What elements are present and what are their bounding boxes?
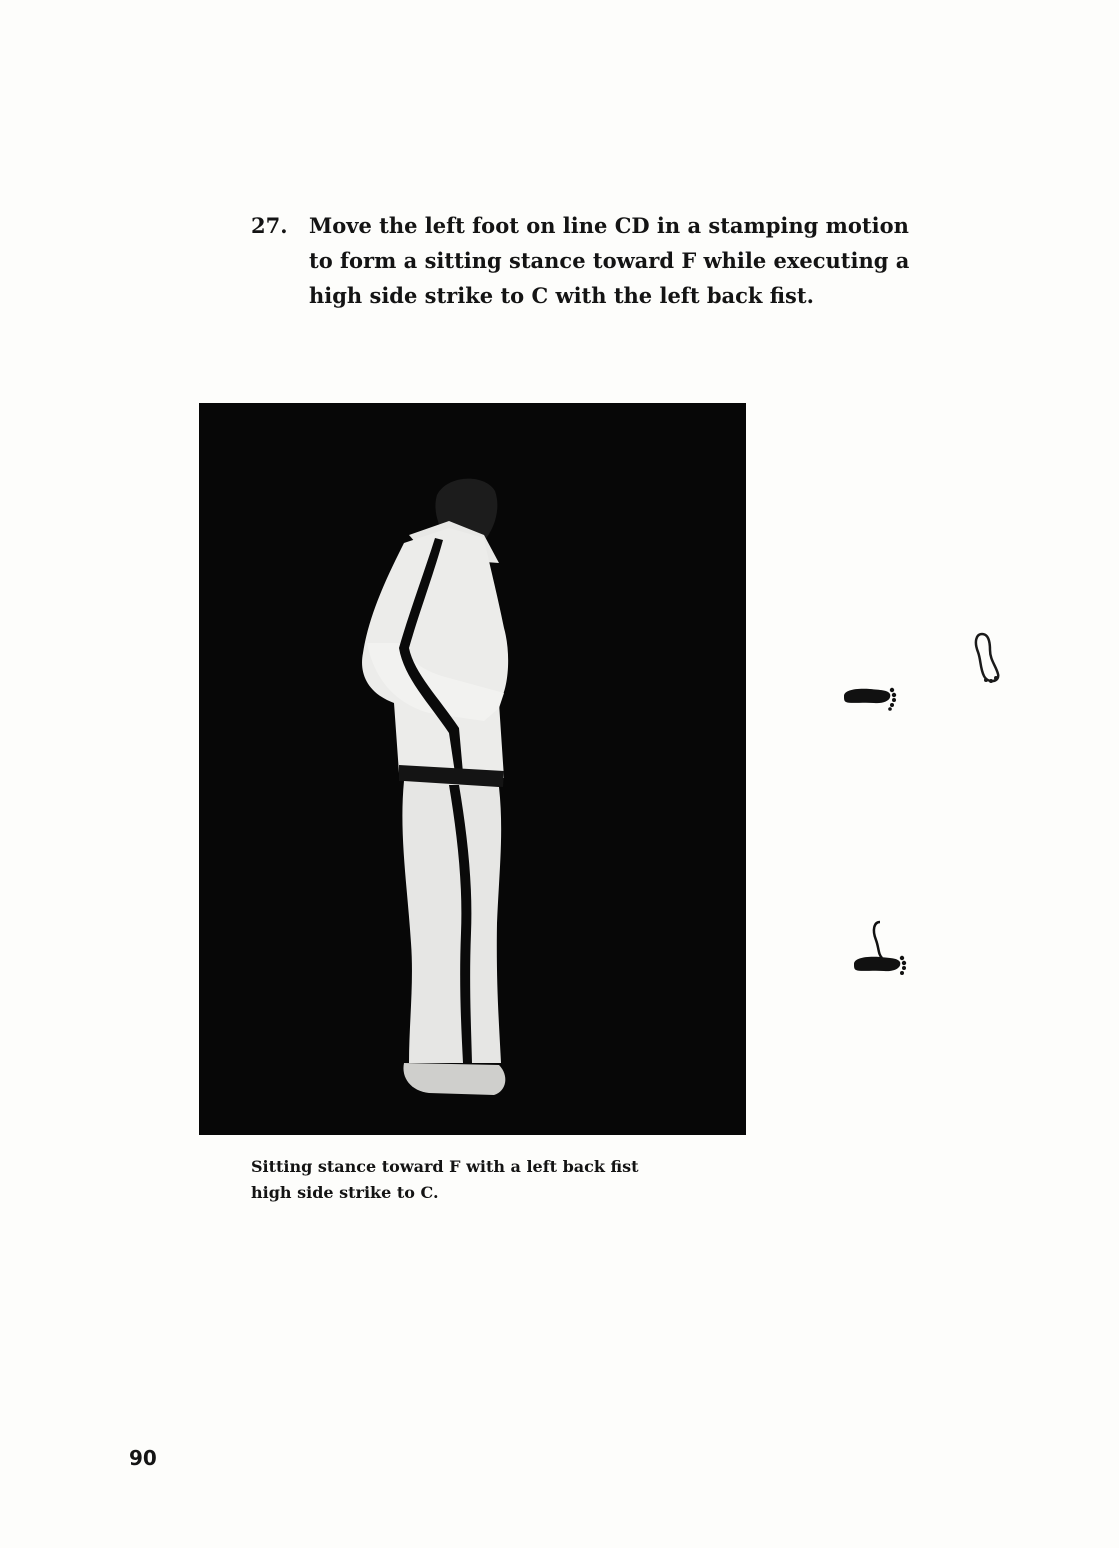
footprint-icon — [850, 918, 914, 980]
martial-artist-figure — [199, 403, 746, 1135]
page-number: 90 — [129, 1446, 157, 1470]
step-text — [309, 208, 910, 313]
step-text-line: high side strike to C with the left back fist. — [309, 283, 814, 308]
footprint-icon — [968, 630, 1008, 688]
step-text-line: Move the left foot on line CD in a stamping motion — [309, 213, 909, 238]
stance-photo — [199, 403, 746, 1135]
step-text-line: to form a sitting stance toward F while executing a — [309, 248, 910, 273]
instruction-step — [251, 208, 910, 313]
caption-line: high side strike to C. — [251, 1183, 439, 1202]
photo-caption — [251, 1154, 711, 1206]
footprint-icon — [840, 682, 900, 714]
step-number: 27. — [251, 213, 288, 238]
caption-line: Sitting stance toward F with a left back fist — [251, 1157, 639, 1176]
